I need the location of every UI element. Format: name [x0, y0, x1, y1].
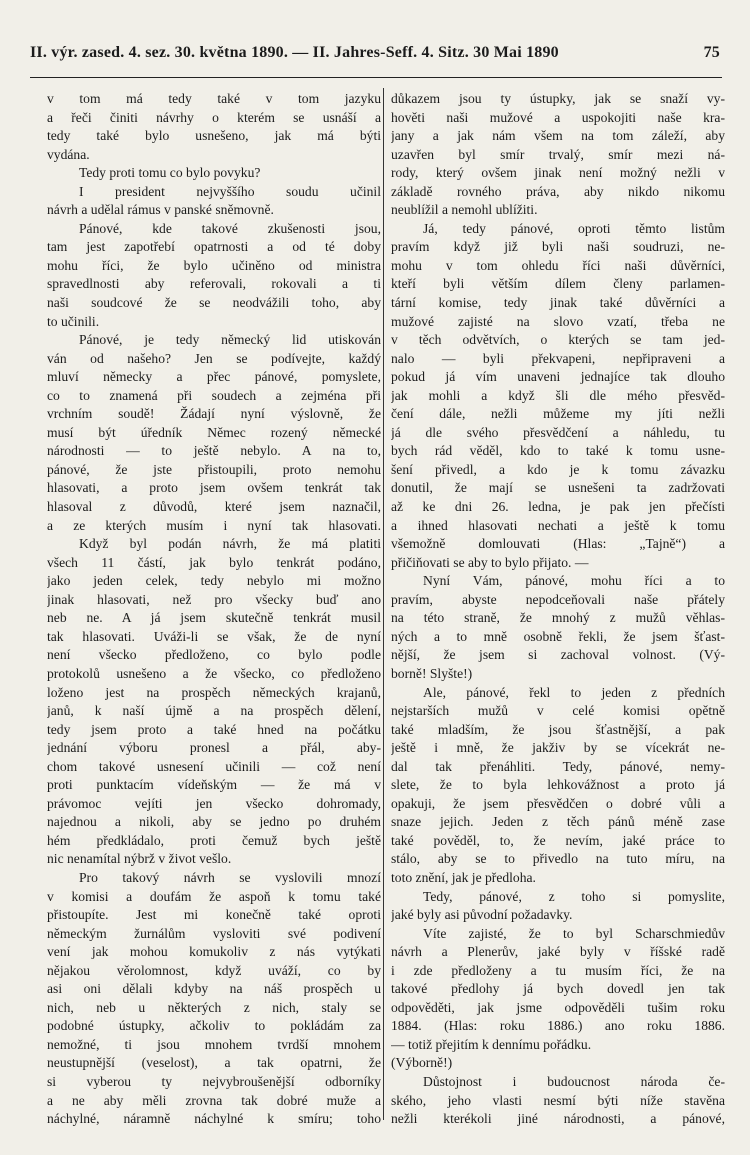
text-line: nic nenamítal nýbrž v život vešlo. [47, 851, 232, 867]
text-line: také mladším, že jsou šťastnější, a pak [391, 721, 725, 737]
text-line: všemožně domlouvati (Hlas: „Tajně“) a [391, 536, 725, 552]
text-line: slete, že to byla lehkovážnost a proto já [391, 777, 725, 793]
text-line: neb ne. A já jsem skutečně tenkrát musil [47, 610, 381, 626]
text-line: nich, neb u některých z nich, staly se [47, 999, 381, 1015]
text-line: návrh a udělal rámus v panské sněmovně. [47, 202, 274, 218]
text-line: a ihned hlasovati nechati a ještě k tomu [391, 517, 725, 533]
text-line: pánové, že jste přistoupili, proto nemohu [47, 461, 381, 477]
text-line: uzavřen byl smír trvalý, smír mezi ná- [391, 146, 725, 162]
text-line: přistoupíte. Jest mi konečně také oproti [47, 907, 381, 923]
text-line: Pánové, kde takové zkušenosti jsou, [79, 220, 381, 236]
text-line: jako jeden celek, tedy nebylo mi možno [47, 573, 381, 589]
text-line: snaze jejich. Jeden z těch pánů méně zase [391, 814, 725, 830]
text-line: neublížil a nemohl ublížiti. [391, 202, 538, 218]
text-line: Víte zajisté, že to byl Scharschmiedův [423, 925, 725, 941]
text-line: rody, který ovšem jinak není možný nežli v [391, 165, 725, 181]
text-line: také pověděl, to, že nevím, jaké práce to [391, 832, 725, 848]
text-line: nejstarších mužů v celé komisi opětně [391, 703, 725, 719]
page-number: 75 [703, 44, 720, 61]
text-line: tak hlasovati. Uváži-li se však, že de nyní [47, 628, 381, 644]
text-line: borně! Slyšte!) [391, 665, 473, 681]
text-line: toto znění, jak je předloha. [391, 869, 536, 885]
text-line: Důstojnost i budoucnost národa če- [423, 1073, 725, 1089]
text-line: asi oni dělali kdyby na náš prospěch u [47, 981, 381, 997]
text-line: německým žurnálům vysloviti své podivení [47, 925, 381, 941]
text-line: i zde předloženy a tu musím říci, že na [391, 962, 725, 978]
text-line: nemožné, ti jsou mnohem tvrdší mnohem [47, 1036, 381, 1052]
text-line: tedy také bylo usnešeno, jak má býti [47, 128, 381, 144]
text-line: Tedy proti tomu co bylo povyku? [79, 165, 261, 181]
text-line: protokolů usnešeno a že všecko, co předloženo [47, 665, 381, 681]
text-line: Já, tedy pánové, oproti těmto listům [423, 220, 725, 236]
text-line: tam jest zapotřebí opatrnosti a od té doby [47, 239, 381, 255]
text-line: donutil, že mají se usnešeni ta zadržovati [391, 480, 725, 496]
text-line: nějakou věrolomnost, když uváží, co by [47, 962, 381, 978]
text-line: si vyberou ty nejvybroušenější odborníky [47, 1073, 381, 1089]
text-line: národnosti — to ještě nebylo. A na to, [47, 443, 381, 459]
text-line: nalo — byli překvapeni, nepřipraveni a [391, 350, 725, 366]
text-line: právomoc vejíti jen všecko dohromady, [47, 795, 381, 811]
text-line: takové předlohy já bych dovedl jen tak [391, 981, 725, 997]
text-line: vení jak mohou komukoliv z nás vytýkati [47, 944, 381, 960]
text-line: tární komise, tedy jinak také důvěrníci a [391, 295, 725, 311]
column-divider [383, 88, 384, 1120]
text-line: a řeči činiti návrhy o kterém se usnáší a [47, 109, 381, 125]
text-line: základě rovného práva, aby nikdo nikomu [391, 183, 725, 199]
text-line: jany a jak nám všem na tom záleží, aby [391, 128, 725, 144]
text-line: najednou a nikoli, aby se jedno po druhém [47, 814, 381, 830]
text-line: to učinili. [47, 313, 100, 329]
text-line: až ke dni 26. ledna, je pak jen přečísti [391, 499, 725, 515]
text-line: tedy jsem proto a také hned na počátku [47, 721, 381, 737]
text-line: vrchním soudě! Žádají nyní výslovně, že [47, 406, 381, 422]
text-line: hlasovati, a proto jsem ovšem tenkrát tak [47, 480, 381, 496]
text-line: Když byl podán návrh, že má platiti [79, 536, 381, 552]
text-line: ského, jeho vlasti nesmí býti níže stavěna [391, 1092, 725, 1108]
text-line: důkazem jsou ty ústupky, jak se snaží vy- [391, 91, 725, 106]
text-line: v komisi a doufám že aspoň k tomu také [47, 888, 381, 904]
text-line: ještě i mně, že jakživ by se vícekrát ne- [391, 740, 725, 756]
text-line: hověti naši mužové a uspokojiti naše kra- [391, 109, 725, 125]
text-line: loženo jest na prospěch německých krajanů, [47, 684, 381, 700]
text-line: přičiňovati se aby to bylo přijato. — [391, 554, 589, 570]
text-line: mluví německy a přec pánové, pomyslete, [47, 369, 381, 385]
text-line: návrh a Plenerův, jaké byly v říšské radě [391, 944, 725, 960]
text-line: mužové zajisté na slovo vzatí, třeba ne [391, 313, 725, 329]
text-line: chom takové usnesení učinili — což není [47, 758, 381, 774]
text-line: naši soudcové že se neodvážili toho, aby [47, 295, 381, 311]
text-line: neustupnější (veselost), a tak opatrni, že [47, 1055, 381, 1071]
header-rule [30, 77, 722, 78]
text-line: jak mohli a když šli dle mého přesvěd- [391, 387, 725, 403]
text-line: a ze kterých musím i nyní tak hlasovati. [47, 517, 381, 533]
text-line: náchylné, náramně náchylné k smíru; toho [47, 1111, 381, 1127]
header-text: II. výr. zased. 4. sez. 30. května 1890. — II. Jahres-Seff. 4. Sitz. 30 Mai 1890 [30, 44, 559, 61]
text-line: jaké byly asi původní požadavky. [391, 907, 573, 923]
text-line: čení dále, nežli můžeme my jíti nežli [391, 406, 725, 422]
text-line: co to znamená při soudech a zejména při [47, 387, 381, 403]
text-line: dal tak přenáhliti. Tedy, pánové, nemy- [391, 758, 725, 774]
page-header [30, 44, 720, 70]
text-line: jednání výboru pronesl a přál, aby- [47, 740, 381, 756]
text-line: jinak hlasovati, než pro všecky buď ano [47, 591, 381, 607]
text-line: pravím, abyste nepodceňovali naše přátely [391, 591, 725, 607]
right-column [391, 90, 725, 1129]
text-line: hém předkládalo, proti čemuž bych ještě [47, 832, 381, 848]
text-line: 1884. (Hlas: roku 1886.) ano roku 1886. [391, 1018, 725, 1034]
text-line: v těch odvětvích, o kterých se tam jed- [391, 332, 725, 348]
text-line: Pro takový návrh se vyslovili mnozí [79, 869, 381, 885]
text-line: na této straně, že mnohý z mužů věhlas- [391, 610, 725, 626]
text-line: Tedy, pánové, z toho si pomyslite, [423, 888, 725, 904]
text-line: opakuji, že jsem přesvědčen o dobré vůli a [391, 795, 725, 811]
text-line: kteří byli větším dílem členy parlamen- [391, 276, 725, 292]
text-line: vydána. [47, 146, 90, 162]
text-line: (Výborně!) [391, 1055, 453, 1071]
text-line: musí být úředník Němec rozený německé [47, 424, 381, 440]
text-line: spravedlnosti aby referovali, rokovali a ti [47, 276, 381, 292]
left-column [47, 90, 381, 1129]
text-line: všech 11 částí, jak bylo tenkrát podáno, [47, 554, 381, 570]
text-line: Pánové, je tedy německý lid utiskován [79, 332, 381, 348]
text-line: nější, že jsem si zachoval volnost. (Vý- [391, 647, 725, 663]
text-line: mohu v tom ohledu říci naši důvěrníci, [391, 257, 725, 273]
text-line: ván od našeho? Jen se podívejte, každý [47, 350, 381, 366]
text-line: nežli kterékoli jiné národnosti, a pánové, [391, 1111, 725, 1127]
text-line: janů, k naší újmě a na prospěch dělení, [47, 703, 381, 719]
text-line: bych rád věděl, kdo to také k tomu usne- [391, 443, 725, 459]
text-line: šení přivedl, a kdo je k tomu závazku [391, 461, 725, 477]
text-line: pravím když již byli naši soudruzi, ne- [391, 239, 725, 255]
text-line: není všecko předloženo, co bylo podle [47, 647, 381, 663]
text-line: — totiž přejitím k dennímu pořádku. [391, 1036, 592, 1052]
text-line: v tom má tedy také v tom jazyku [47, 91, 381, 106]
text-line: podobné ústupky, ačkoliv to pokládám za [47, 1018, 381, 1034]
text-line: ných a to mně osobně řekli, že jsem šťast- [391, 628, 725, 644]
text-line: Ale, pánové, řekl to jeden z předních [423, 684, 725, 700]
text-line: já dle svého přesvědčení a náhledu, tu [391, 424, 725, 440]
text-line: stálo, aby se to přivedlo na tuto míru, na [391, 851, 725, 867]
text-line: pokud já vím unaveni jednajíce tak dlouho [391, 369, 725, 385]
text-line: proti punktacím vídeňským — že má v [47, 777, 381, 793]
text-line: I president nejvyššího soudu učinil [79, 183, 381, 199]
text-line: hlasoval z důvodů, které jsem naznačil, [47, 499, 381, 515]
text-line: mohu říci, že bylo učiněno od ministra [47, 257, 381, 273]
text-line: Nyní Vám, pánové, mohu říci a to [423, 573, 725, 589]
text-line: a ne aby měli zrovna tak dobré muže a [47, 1092, 381, 1108]
text-line: odpověděti, jak jsme odpověděli tušim roku [391, 999, 725, 1015]
